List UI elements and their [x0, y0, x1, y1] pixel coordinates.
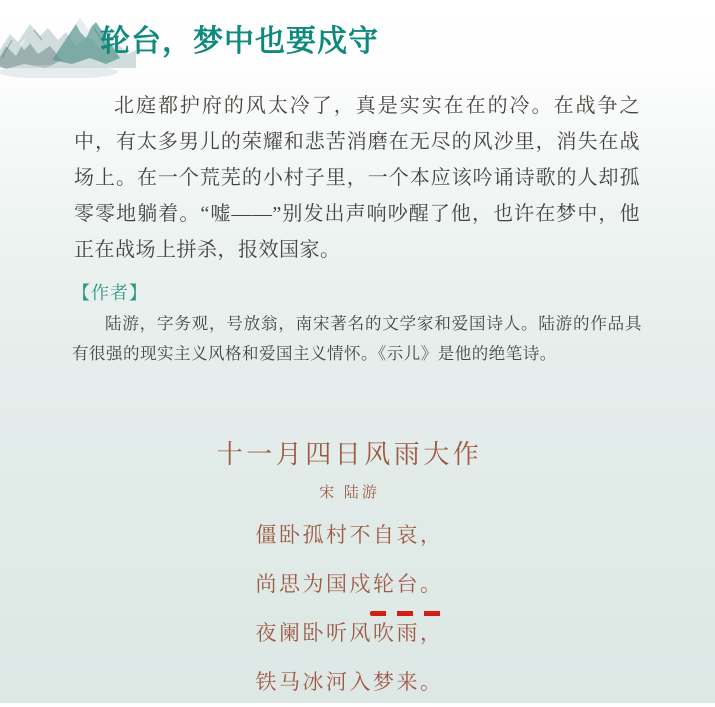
poem-section — [0, 438, 715, 707]
article-header — [0, 0, 715, 84]
author-section-heading: 【作者】 — [72, 283, 148, 303]
poem-line-3: 夜阑卧听风吹雨， — [255, 621, 444, 645]
poem-title: 十一月四日风雨大作 — [216, 440, 483, 469]
poem-line-2 — [256, 560, 444, 609]
poem-line-2-after: 。 — [420, 572, 444, 596]
poem-highlight-term: 轮台 — [373, 560, 420, 609]
poem-line-2-before: 尚思为国戍 — [255, 572, 373, 596]
page-title: 轮台，梦中也要戍守 — [100, 25, 379, 58]
poem-line-4: 铁马冰河入梦来。 — [255, 670, 444, 694]
poem-line-1: 僵卧孤村不自哀， — [255, 523, 444, 547]
intro-paragraph: 北庭都护府的风太冷了，真是实实在在的冷。在战争之中，有太多男儿的荣耀和悲苦消磨在无尽的风沙里，消失在战场上。在一个荒芜的小村子里，一个本应该吟诵诗歌的人却孤零零地躺着。“嘘——”别发出声响吵醒了他，也许在梦中，他正在战场上拼杀，报效国家。 — [74, 95, 640, 261]
poem-body — [256, 511, 444, 707]
author-paragraph: 陆游，字务观，号放翁，南宋著名的文学家和爱国诗人。陆游的作品具有很强的现实主义风格和爱国主义情怀。《示儿》是他的绝笔诗。 — [72, 314, 642, 363]
poem-byline: 宋 陆游 — [319, 485, 380, 501]
